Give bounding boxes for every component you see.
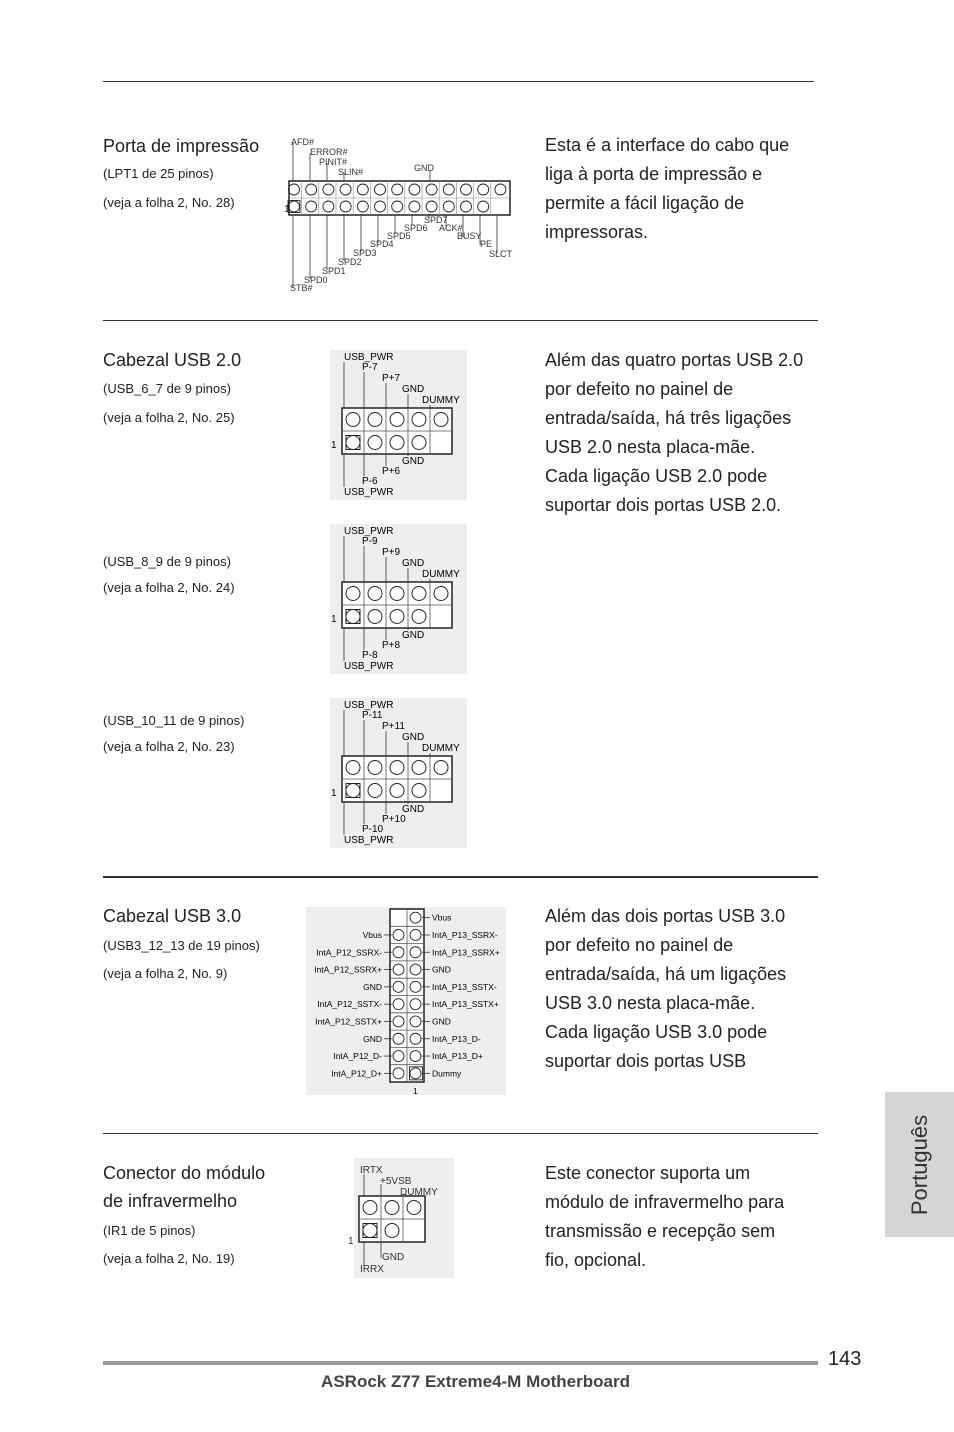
usb3-ref: (veja a folha 2, No. 9) bbox=[103, 966, 228, 981]
pin-label-busy: BUSY bbox=[457, 231, 482, 241]
usb2-label-bottom: USB_PWR bbox=[344, 487, 394, 498]
usb2-diagram-svg bbox=[330, 698, 467, 848]
section-divider bbox=[103, 876, 818, 878]
printer-port-description bbox=[545, 131, 825, 247]
pin-label-gnd: GND bbox=[414, 163, 434, 173]
usb2-diagram-svg bbox=[330, 524, 467, 674]
pin-label-spd5: SPD5 bbox=[387, 231, 411, 241]
usb2-header-diagram bbox=[330, 524, 467, 679]
usb3-label-right: Vbus bbox=[432, 912, 452, 923]
ir-ref: (veja a folha 2, No. 19) bbox=[103, 1251, 235, 1266]
usb3-desc-line: Além das dois portas USB 3.0 bbox=[545, 906, 786, 926]
lpt-pin-top bbox=[323, 184, 334, 195]
lpt-pin-top bbox=[392, 184, 403, 195]
lpt-pin-bottom bbox=[461, 201, 472, 212]
pin-label-error: ERROR# bbox=[310, 147, 348, 157]
footer-rule bbox=[103, 1361, 818, 1365]
lpt-pin-bottom bbox=[392, 201, 403, 212]
usb2-label-top: USB_PWR bbox=[344, 352, 394, 363]
usb3-label-right: GND bbox=[432, 964, 451, 975]
usb3-label-right: Dummy bbox=[432, 1068, 462, 1079]
usb2-pin-one-label: 1 bbox=[331, 614, 337, 625]
usb3-label-left: IntA_P12_SSRX- bbox=[316, 947, 382, 958]
usb3-desc-line: USB 3.0 nesta placa-mãe. bbox=[545, 993, 756, 1013]
usb2-title: Cabezal USB 2.0 bbox=[103, 350, 242, 370]
usb2-label-top: GND bbox=[402, 732, 425, 743]
ir-header-diagram bbox=[344, 1158, 454, 1278]
usb2-desc-line: Cada ligação USB 2.0 pode bbox=[545, 466, 768, 486]
usb2-header-diagram bbox=[330, 698, 467, 853]
lpt-pin-top bbox=[340, 184, 351, 195]
usb2-label-bottom: GND bbox=[402, 630, 425, 641]
pin-label-spd2: SPD2 bbox=[338, 257, 362, 267]
ir-desc-line: módulo de infravermelho para bbox=[545, 1192, 785, 1212]
ir-label-irtx: IRTX bbox=[360, 1165, 383, 1176]
pin-label-afd: AFD# bbox=[291, 137, 315, 147]
pin-label-spd7: SPD7 bbox=[424, 215, 448, 225]
usb2-label-top: USB_PWR bbox=[344, 526, 394, 537]
usb2-label-top: P-11 bbox=[362, 710, 383, 721]
usb2-desc-line: suportar dois portas USB 2.0. bbox=[545, 495, 782, 515]
ir-description bbox=[545, 1159, 825, 1275]
usb2-label-top: DUMMY bbox=[422, 395, 460, 406]
lpt-pin-bottom bbox=[357, 201, 368, 212]
lpt-pin-top bbox=[375, 184, 386, 195]
usb3-label-right: IntA_P13_SSRX- bbox=[432, 929, 498, 940]
usb3-label-left: IntA_P12_SSTX+ bbox=[315, 1016, 382, 1027]
pin-label-spd1: SPD1 bbox=[322, 266, 346, 276]
usb2-header1-ref: (veja a folha 2, No. 25) bbox=[103, 410, 235, 425]
pin-label-ack: ACK# bbox=[439, 223, 463, 233]
ir-title-line2: de infravermelho bbox=[103, 1191, 238, 1211]
usb2-label-top: USB_PWR bbox=[344, 700, 394, 711]
ir-label-dummy: DUMMY bbox=[400, 1187, 438, 1198]
usb2-label-top: GND bbox=[402, 384, 425, 395]
printer-port-title: Porta de impressão bbox=[103, 136, 260, 156]
usb2-label-top: DUMMY bbox=[422, 743, 460, 754]
usb2-header2-pins: (USB_8_9 de 9 pinos) bbox=[103, 554, 231, 569]
ir-desc-line: transmissão e recepção sem bbox=[545, 1221, 776, 1241]
section-divider bbox=[103, 320, 818, 321]
lpt-pin-bottom bbox=[426, 201, 437, 212]
usb2-label-bottom: P+8 bbox=[382, 640, 401, 651]
usb2-label-bottom: P-6 bbox=[362, 476, 378, 487]
usb3-label-left: GND bbox=[363, 981, 382, 992]
lpt-pin-bottom bbox=[323, 201, 334, 212]
usb2-label-top: GND bbox=[402, 558, 425, 569]
footer-title: ASRock Z77 Extreme4-M Motherboard bbox=[321, 1372, 630, 1391]
printer-port-diagram bbox=[284, 133, 524, 295]
usb2-label-bottom: P+10 bbox=[382, 814, 406, 825]
section-divider bbox=[103, 1133, 818, 1134]
language-label: Português bbox=[906, 1114, 932, 1215]
ir-pins: (IR1 de 5 pinos) bbox=[103, 1223, 196, 1238]
pin-label-spd6: SPD6 bbox=[404, 223, 428, 233]
pin-label-spd3: SPD3 bbox=[353, 248, 377, 258]
lpt-pin-top bbox=[478, 184, 489, 195]
lpt-pin-bottom bbox=[340, 201, 351, 212]
usb3-desc-line: suportar dois portas USB bbox=[545, 1051, 747, 1071]
usb2-label-top: P+11 bbox=[382, 721, 405, 732]
usb3-label-right: IntA_P13_SSTX+ bbox=[432, 999, 499, 1010]
usb3-desc-line: por defeito no painel de bbox=[545, 935, 734, 955]
printer-desc-line: impressoras. bbox=[545, 222, 649, 242]
pin-label-slin: SLIN# bbox=[338, 167, 364, 177]
ir-title-line1: Conector do módulo bbox=[103, 1163, 266, 1183]
usb2-label-top: P-9 bbox=[362, 536, 378, 547]
lpt-pin-bottom bbox=[306, 201, 317, 212]
usb2-label-top: P-7 bbox=[362, 362, 378, 373]
usb3-label-left: Vbus bbox=[362, 929, 382, 940]
usb2-label-bottom: P-10 bbox=[362, 824, 384, 835]
usb2-header1-pins: (USB_6_7 de 9 pinos) bbox=[103, 381, 231, 396]
lpt-pin-top bbox=[409, 184, 420, 195]
lpt-pin-bottom bbox=[375, 201, 386, 212]
usb3-pin-one-label: 1 bbox=[413, 1086, 418, 1095]
usb3-desc-line: entrada/saída, há um ligações bbox=[545, 964, 787, 984]
usb3-pins: (USB3_12_13 de 19 pinos) bbox=[103, 938, 260, 953]
usb2-label-bottom: P+6 bbox=[382, 466, 401, 477]
lpt-pin-top bbox=[461, 184, 472, 195]
language-side-tab bbox=[885, 1092, 954, 1237]
usb3-label-left: IntA_P12_D+ bbox=[331, 1068, 382, 1079]
lpt-pin-top bbox=[306, 184, 317, 195]
lpt-pin-top bbox=[289, 184, 300, 195]
usb3-label-left: IntA_P12_D- bbox=[333, 1051, 382, 1062]
top-rule bbox=[103, 81, 814, 82]
pin-label-pinit: PINIT# bbox=[319, 157, 348, 167]
lpt-pin-bottom bbox=[409, 201, 420, 212]
usb2-header-diagram bbox=[330, 350, 467, 505]
usb2-label-top: DUMMY bbox=[422, 569, 460, 580]
lpt-pin-bottom bbox=[478, 201, 489, 212]
ir-pin-one-label: 1 bbox=[348, 1236, 354, 1247]
lpt-pin-bottom bbox=[289, 201, 300, 212]
usb2-pin-one-label: 1 bbox=[331, 440, 337, 451]
usb2-label-bottom: USB_PWR bbox=[344, 661, 394, 672]
printer-desc-line: Esta é a interface do cabo que bbox=[545, 135, 790, 155]
usb3-header-diagram bbox=[306, 907, 506, 1095]
usb2-label-bottom: P-8 bbox=[362, 650, 378, 661]
usb2-desc-line: USB 2.0 nesta placa-mãe. bbox=[545, 437, 756, 457]
usb3-label-right: IntA_P13_D+ bbox=[432, 1051, 483, 1062]
usb2-label-top: P+7 bbox=[382, 373, 401, 384]
lpt-pin-top bbox=[495, 184, 506, 195]
usb3-label-left: GND bbox=[363, 1033, 382, 1044]
usb2-desc-line: por defeito no painel de bbox=[545, 379, 734, 399]
lpt-pin-top bbox=[426, 184, 437, 195]
page-number: 143 bbox=[828, 1348, 862, 1370]
usb3-desc-line: Cada ligação USB 3.0 pode bbox=[545, 1022, 768, 1042]
usb2-label-bottom: USB_PWR bbox=[344, 835, 394, 846]
pin-label-stb: STB# bbox=[290, 283, 313, 293]
usb2-label-bottom: GND bbox=[402, 804, 425, 815]
lpt-pin-top bbox=[443, 184, 454, 195]
printer-desc-line: permite a fácil ligação de bbox=[545, 193, 745, 213]
lpt-pin-bottom bbox=[443, 201, 454, 212]
usb3-title: Cabezal USB 3.0 bbox=[103, 906, 242, 926]
usb2-label-bottom: GND bbox=[402, 456, 425, 467]
usb3-label-left: IntA_P12_SSTX- bbox=[317, 999, 382, 1010]
pin-label-pe: PE bbox=[480, 239, 493, 249]
usb2-desc-line: entrada/saída, há três ligações bbox=[545, 408, 792, 428]
printer-port-ref: (veja a folha 2, No. 28) bbox=[103, 195, 235, 210]
usb2-header3-ref: (veja a folha 2, No. 23) bbox=[103, 739, 235, 754]
pin-label-spd4: SPD4 bbox=[370, 239, 394, 249]
usb2-diagram-svg bbox=[330, 350, 467, 500]
usb3-label-left: IntA_P12_SSRX+ bbox=[314, 964, 382, 975]
lpt-pin-top bbox=[357, 184, 368, 195]
usb3-description bbox=[545, 902, 825, 1076]
pin-one-label: 1 bbox=[284, 204, 290, 215]
printer-desc-line: liga à porta de impressão e bbox=[545, 164, 763, 184]
usb3-label-right: IntA_P13_SSRX+ bbox=[432, 947, 500, 958]
usb3-label-right: GND bbox=[432, 1016, 451, 1027]
pin-label-spd0: SPD0 bbox=[304, 275, 328, 285]
usb2-label-top: P+9 bbox=[382, 547, 401, 558]
ir-label-5vsb: +5VSB bbox=[380, 1176, 412, 1187]
printer-port-pins: (LPT1 de 25 pinos) bbox=[103, 166, 214, 181]
ir-desc-line: Este conector suporta um bbox=[545, 1163, 751, 1183]
usb3-label-right: IntA_P13_D- bbox=[432, 1033, 481, 1044]
usb2-pin-one-label: 1 bbox=[331, 788, 337, 799]
ir-desc-line: fio, opcional. bbox=[545, 1250, 647, 1270]
usb2-desc-line: Além das quatro portas USB 2.0 bbox=[545, 350, 804, 370]
usb2-description bbox=[545, 346, 825, 520]
ir-label-irrx: IRRX bbox=[360, 1264, 384, 1275]
pin-label-slct: SLCT bbox=[489, 249, 513, 259]
usb3-label-right: IntA_P13_SSTX- bbox=[432, 981, 497, 992]
usb3-diagram-svg bbox=[306, 907, 506, 1095]
ir-label-gnd: GND bbox=[382, 1252, 405, 1263]
usb2-header3-pins: (USB_10_11 de 9 pinos) bbox=[103, 713, 245, 728]
usb2-header2-ref: (veja a folha 2, No. 24) bbox=[103, 580, 235, 595]
